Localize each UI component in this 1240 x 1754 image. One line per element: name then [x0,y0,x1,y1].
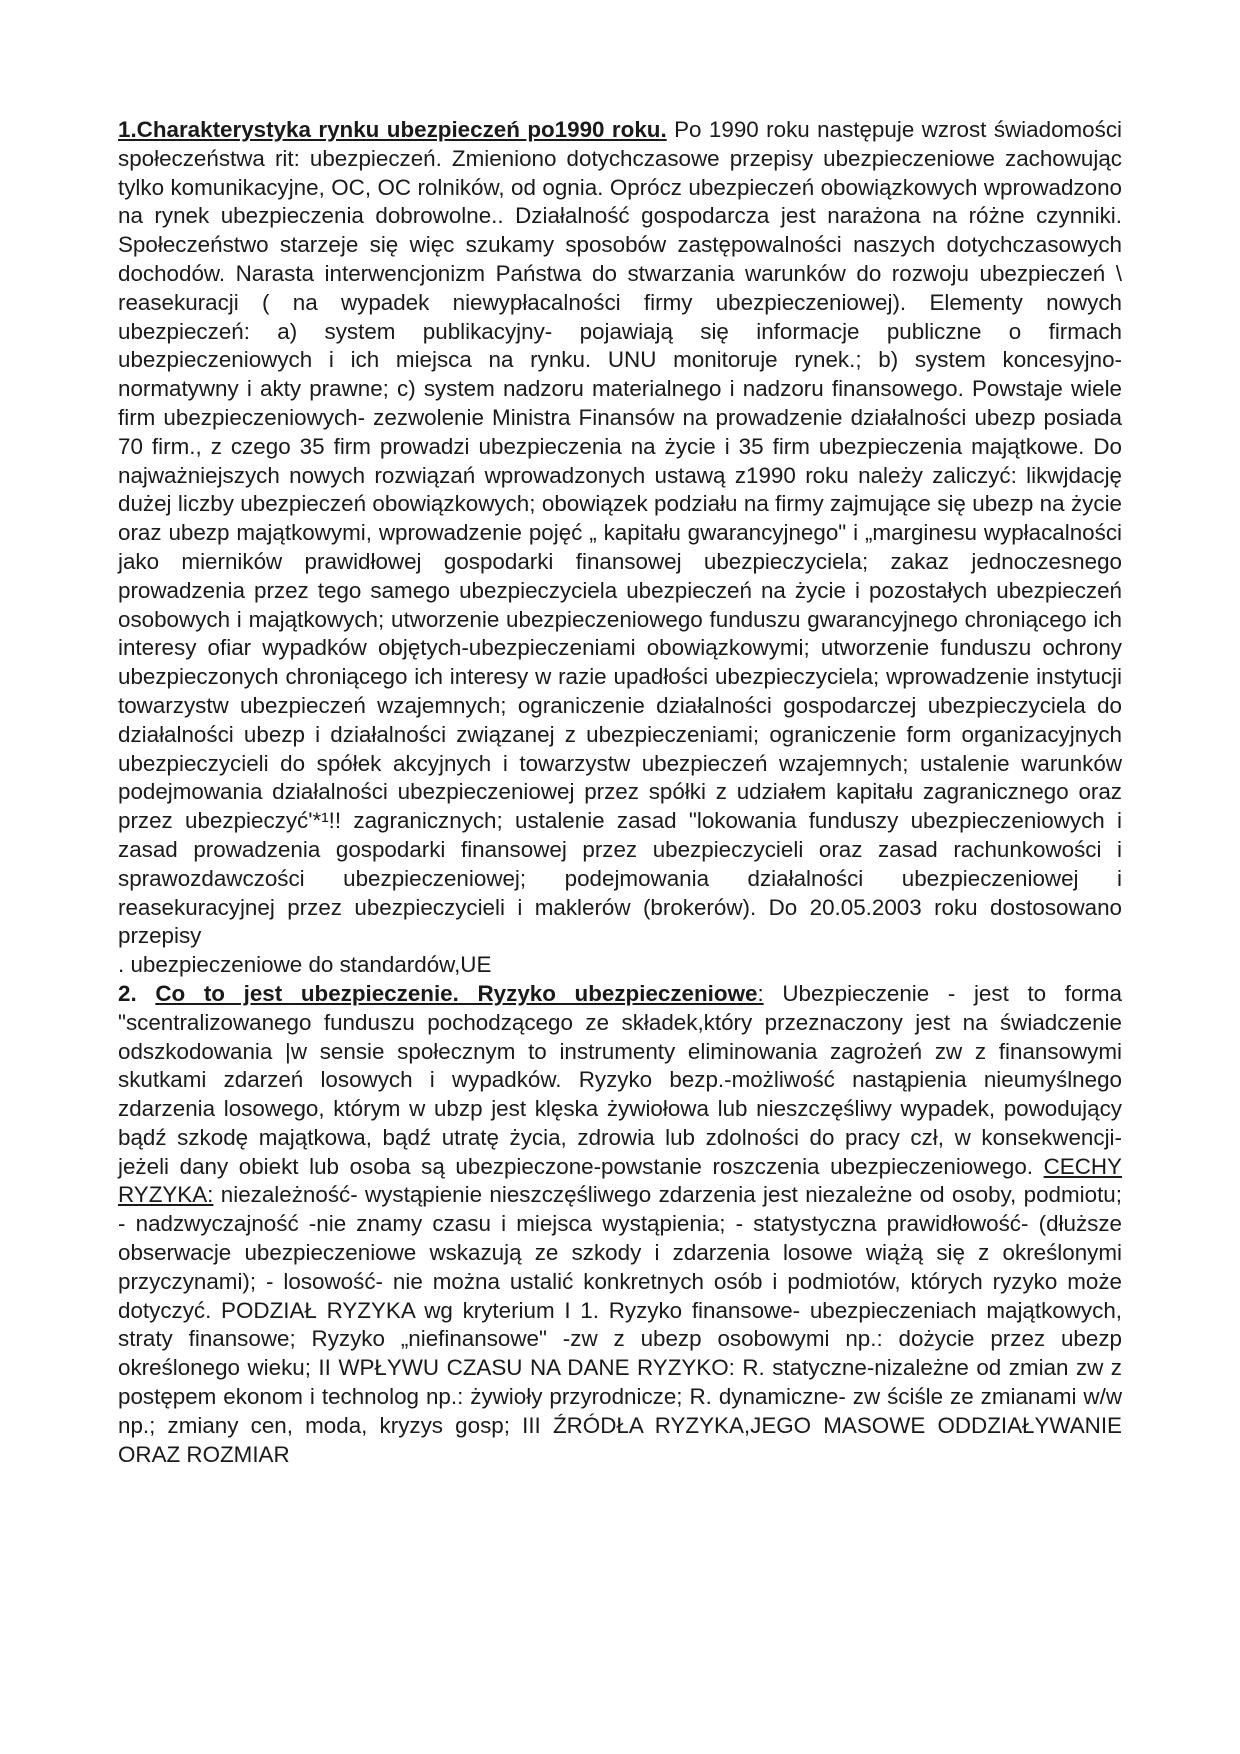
section-1-continuation: . ubezpieczeniowe do standardów,UE [118,952,492,978]
section-1-body: Po 1990 roku następuje wzrost świadomości społeczeństwa rit: ubezpieczeń. Zmieniono dotychczasowe przepisy ubezpieczeniowe zachowując tylko komunikacyjne, OC, OC rolników, od ognia. Oprócz ubezpieczeń obowiązkowych wprowadzono na rynek ubezpieczenia dobrowolne.. Działalność gospodarcza jest narażona na różne czynniki. Społeczeństwo starzeje się więc szukamy sposobów zastępowalności naszych dotychczasowych dochodów. Narasta interwencjonizm Państwa do stwarzania warunków do rozwoju ubezpieczeń \ reasekuracji ( na wypadek niewypłacalności firmy ubezpieczeniowej). Elementy nowych ubezpieczeń: a) system publikacyjny- pojawiają się informacje publiczne o firmach ubezpieczeniowych i ich miejsca na rynku. UNU monitoruje rynek.; b) system koncesyjno-normatywny i akty prawne; c) system nadzoru materialnego i nadzoru finansowego. Powstaje wiele firm ubezpieczeniowych- zezwolenie Ministra Finansów na prowadzenie działalności ubezp posiada 70 firm., z czego 35 firm prowadzi ubezpieczenia na życie i 35 firm ubezpieczenia majątkowe. Do najważniejszych nowych rozwiązań wprowadzonych ustawą z1990 roku należy zaliczyć: likwjdację dużej liczby ubezpieczeń obowiązkowych; obowiązek podziału na firmy zajmujące się ubezp na życie oraz ubezp majątkowymi, wprowadzenie pojęć „ kapitału gwarancyjnego" i „marginesu wypłacalności jako mierników prawidłowej gospodarki finansowej ubezpieczyciela; zakaz jednoczesnego prowadzenia przez tego samego ubezpieczyciela ubezpieczeń na życie i pozostałych ubezpieczeń osobowych i majątkowych; utworzenie ubezpieczeniowego funduszu gwarancyjnego chroniącego ich interesy ofiar wypadków objętych-ubezpieczeniami obowiązkowymi; utworzenie funduszu ochrony ubezpieczonych chroniącego ich interesy w razie upadłości ubezpieczyciela; wprowadzenie instytucji towarzystw ubezpieczeń wzajemnych; ograniczenie działalności gospodarczej ubezpieczyciela do działalności ubezp i działalności związanej z ubezpieczeniami; ograniczenie form organizacyjnych ubezpieczycieli do spółek akcyjnych i towarzystw ubezpieczeń wzajemnych; ustalenie warunków podejmowania działalności ubezpieczeniowej przez spółki z udziałem kapitału zagranicznego oraz przez ubezpieczyć'*¹!! zagranicznych; ustalenie zasad "lokowania funduszy ubezpieczeniowych i zasad prowadzenia gospodarki finansowej przez ubezpieczycieli oraz zasad rachunkowości i sprawozdawczości ubezpieczeniowej; podejmowania działalności ubezpieczeniowej i reasekuracyjnej przez ubezpieczycieli i maklerów (brokerów). Do 20.05.2003 roku dostosowano przepisy [118,117,1122,949]
section-2-heading: Co to jest ubezpieczenie. Ryzyko ubezpieczeniowe [155,980,758,1006]
section-2-paragraph [118,980,1122,1470]
document-page [118,116,1122,1469]
cechy-ryzyka-label: CECHY RYZYKA: [118,1153,1122,1208]
section-2-number: 2. [118,980,137,1006]
section-1-paragraph [118,116,1122,951]
section-2-body-part2: niezależność- wystąpienie nieszczęśliwego zdarzenia jest niezależne od osoby, podmiotu; - nadzwyczajność -nie znamy czasu i miejsca wystąpienia; - statystyczna prawidłowość- (dłuższe obserwacje ubezpieczeniowe wskazują ze szkody i zdarzenia losowe wiążą się z określonymi przyczynami); - losowość- nie można ustalić konkretnych osób i podmiotów, których ryzyko może dotyczyć. PODZIAŁ RYZYKA wg kryterium I 1. Ryzyko finansowe- ubezpieczeniach majątkowych, straty finansowe; Ryzyko „niefinansowe" -zw z ubezp osobowymi np.: dożycie przez ubezp określonego wieku; II WPŁYWU CZASU NA DANE RYZYKO: R. statyczne-nizależne od zmian zw z postępem ekonom i technolog np.: żywioły przyrodnicze; R. dynamiczne- zw ściśle ze zmianami w/w np.; zmiany cen, moda, kryzys gosp; III ŹRÓDŁA RYZYKA,JEGO MASOWE ODDZIAŁYWANIE ORAZ ROZMIAR [118,1182,1122,1467]
section-2-heading-colon: : [757,980,764,1006]
section-1-heading: 1.Charakterystyka rynku ubezpieczeń po1990 roku. [118,117,667,142]
section-2-body-part1: Ubezpieczenie - jest to forma "scentralizowanego funduszu pochodzącego ze składek,który przeznaczony jest na świadczenie odszkodowania |w sensie społecznym to instrumenty eliminowania zagrożeń zw z finansowymi skutkami zdarzeń losowych i wypadków. Ryzyko bezp.-możliwość nastąpienia nieumyślnego zdarzenia losowego, którym w ubzp jest klęska żywiołowa lub nieszczęśliwy wypadek, powodujący bądź szkodę majątkowa, bądź utratę życia, zdrowia lub zdolności do pracy czł, w konsekwencji- jeżeli dany obiekt lub osoba są ubezpieczone-powstanie roszczenia ubezpieczeniowego. [118,980,1122,1179]
